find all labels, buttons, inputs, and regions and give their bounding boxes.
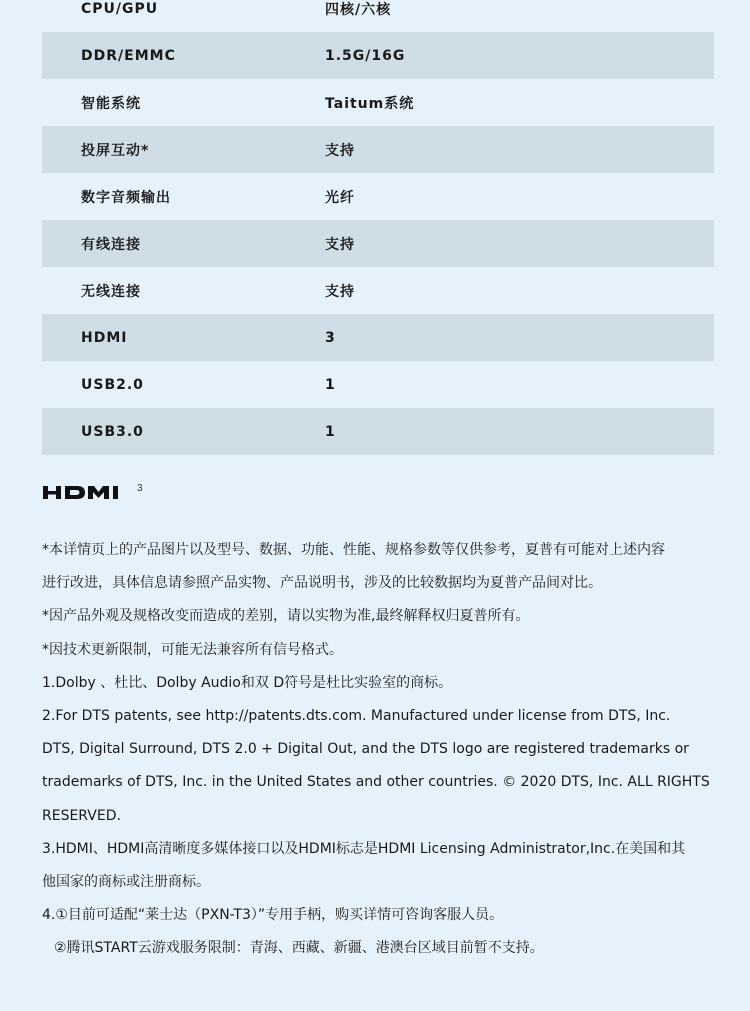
spec-label: 无线连接	[81, 283, 141, 300]
disclaimer-notes	[42, 534, 732, 965]
note-line: 3.HDMI、HDMI高清晰度多媒体接口以及HDMI标志是HDMI Licensing Administrator,Inc.在美国和其	[42, 840, 686, 857]
spec-value: 四核/六核	[325, 1, 392, 18]
spec-row-usb3	[42, 408, 714, 455]
spec-value: 支持	[325, 283, 355, 300]
spec-label: USB3.0	[81, 423, 144, 440]
spec-value: 1	[325, 376, 336, 393]
spec-row-hdmi	[42, 314, 714, 361]
spec-label: HDMI	[81, 329, 128, 346]
note-line: RESERVED.	[42, 807, 121, 824]
note-line: 进行改进，具体信息请参照产品实物、产品说明书，涉及的比较数据均为夏普产品间对比。	[42, 575, 602, 592]
hdmi-logo-icon	[43, 483, 133, 501]
spec-row-screen-cast	[42, 126, 714, 173]
spec-table	[42, 0, 714, 455]
spec-row-wired	[42, 220, 714, 267]
spec-value: 支持	[325, 236, 355, 253]
spec-label: 有线连接	[81, 236, 141, 253]
spec-label: 数字音频输出	[81, 189, 171, 206]
note-line: 2.For DTS patents, see http://patents.dts.com. Manufactured under license from DTS, Inc.	[42, 707, 671, 724]
spec-label: CPU/GPU	[81, 0, 159, 17]
spec-value: 1.5G/16G	[325, 47, 406, 64]
spec-value: 支持	[325, 142, 355, 159]
spec-value: 1	[325, 423, 336, 440]
spec-value: 3	[325, 329, 336, 346]
note-line: DTS, Digital Surround, DTS 2.0 + Digital Out, and the DTS logo are registered trademarks or	[42, 741, 689, 758]
spec-row-wireless	[42, 267, 714, 314]
note-line: 他国家的商标或注册商标。	[42, 873, 210, 890]
note-line: *因产品外观及规格改变而造成的差别，请以实物为准,最终解释权归夏普所有。	[42, 608, 530, 625]
spec-label: DDR/EMMC	[81, 47, 176, 64]
spec-row-cpu-gpu	[42, 0, 714, 32]
note-line: 4.①目前可适配“莱士达（PXN-T3）”专用手柄，购买详情可咨询客服人员。	[42, 907, 504, 924]
spec-row-usb2	[42, 361, 714, 408]
note-line: ②腾讯START云游戏服务限制：青海、西藏、新疆、港澳台区域目前暂不支持。	[54, 940, 544, 957]
note-line: *本详情页上的产品图片以及型号、数据、功能、性能、规格参数等仅供参考，夏普有可能对上述内容	[42, 542, 665, 558]
hdmi-superscript: 3	[137, 483, 143, 494]
note-line: trademarks of DTS, Inc. in the United States and other countries. © 2020 DTS, Inc. ALL RIGHTS	[42, 774, 710, 791]
spec-row-digital-audio	[42, 173, 714, 220]
note-line: 1.Dolby 、杜比、Dolby Audio和双 D符号是杜比实验室的商标。	[42, 674, 453, 691]
spec-row-ddr-emmc	[42, 32, 714, 79]
spec-value: Taitum系统	[325, 95, 415, 112]
spec-value: 光纤	[325, 189, 355, 206]
spec-label: USB2.0	[81, 376, 144, 393]
spec-label: 投屏互动*	[81, 142, 150, 159]
spec-row-smart-system	[42, 79, 714, 126]
note-line: *因技术更新限制，可能无法兼容所有信号格式。	[42, 641, 343, 658]
hdmi-logo	[43, 483, 143, 501]
spec-label: 智能系统	[81, 95, 141, 112]
